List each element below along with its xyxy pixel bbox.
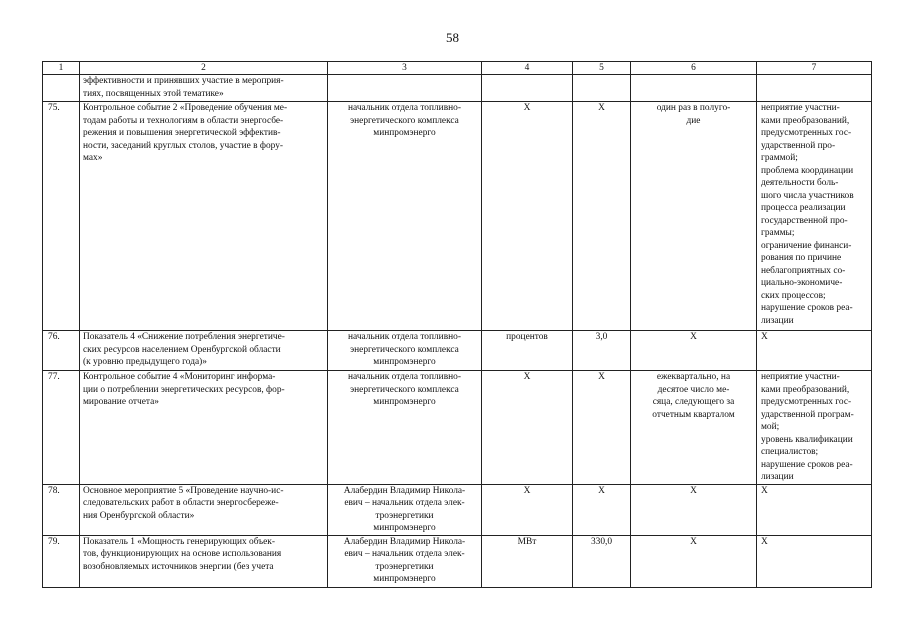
column-number: 1 — [43, 62, 80, 75]
responsible-person — [328, 75, 482, 102]
value-cell: 3,0 — [573, 331, 631, 371]
responsible-person: Алабердин Владимир Никола- евич – начальник отдела элек- троэнергетики минпромэнерго — [328, 535, 482, 587]
row-number — [43, 75, 80, 102]
responsible-person: Алабердин Владимир Никола- евич – начальник отдела элек- троэнергетики минпромэнерго — [328, 484, 482, 535]
period-cell: ежеквартально, на десятое число ме- сяца, следующего за отчетным кварталом — [631, 371, 757, 485]
period-cell: один раз в полуго- дие — [631, 102, 757, 331]
unit-cell: МВт — [482, 535, 573, 587]
row-number: 78. — [43, 484, 80, 535]
column-number-row — [43, 62, 872, 75]
period-cell: Х — [631, 535, 757, 587]
unit-cell: Х — [482, 371, 573, 485]
unit-cell: процентов — [482, 331, 573, 371]
page-number: 58 — [446, 30, 459, 45]
responsible-person: начальник отдела топливно- энергетического комплекса минпромэнерго — [328, 331, 482, 371]
column-number: 6 — [631, 62, 757, 75]
period-cell — [631, 75, 757, 102]
value-cell: Х — [573, 102, 631, 331]
period-cell: Х — [631, 331, 757, 371]
item-name: Основное мероприятие 5 «Проведение научно-ис- следовательских работ в области энергосбереже- ния Оренбургской области» — [80, 484, 328, 535]
value-cell: Х — [573, 371, 631, 485]
item-name: Контрольное событие 2 «Проведение обучения ме- тодам работы и технологиям в области энергосбе- режения и повышения энергетической эффектив- ности, заседаний круглых столов, участие в фору- мах» — [80, 102, 328, 331]
period-cell: Х — [631, 484, 757, 535]
risks-cell: Х — [757, 331, 872, 371]
column-number: 3 — [328, 62, 482, 75]
table-row — [43, 102, 872, 331]
value-cell: Х — [573, 484, 631, 535]
row-number: 77. — [43, 371, 80, 485]
value-cell — [573, 75, 631, 102]
risks-cell: Х — [757, 535, 872, 587]
column-number: 5 — [573, 62, 631, 75]
table-row — [43, 535, 872, 587]
item-name: эффективности и принявших участие в мероприя- тиях, посвященных этой тематике» — [80, 75, 328, 102]
responsible-person: начальник отдела топливно- энергетического комплекса минпромэнерго — [328, 102, 482, 331]
risks-cell — [757, 75, 872, 102]
item-name: Показатель 4 «Снижение потребления энергетиче- ских ресурсов населением Оренбургской области (к уровню предыдущего года)» — [80, 331, 328, 371]
program-table — [42, 61, 872, 588]
column-number: 2 — [80, 62, 328, 75]
value-cell: 330,0 — [573, 535, 631, 587]
table-row — [43, 75, 872, 102]
table-row — [43, 371, 872, 485]
row-number: 76. — [43, 331, 80, 371]
responsible-person: начальник отдела топливно- энергетического комплекса минпромэнерго — [328, 371, 482, 485]
column-number: 4 — [482, 62, 573, 75]
risks-cell: неприятие участни- ками преобразований, предусмотренных гос- ударственной програм- мой; уровень квалификации специалистов; нарушение сроков реа- лизации — [757, 371, 872, 485]
table-row — [43, 331, 872, 371]
column-number: 7 — [757, 62, 872, 75]
item-name: Показатель 1 «Мощность генерирующих объек- тов, функционирующих на основе использования возобновляемых источников энергии (без учета — [80, 535, 328, 587]
item-name: Контрольное событие 4 «Мониторинг информа- ции о потреблении энергетических ресурсов, фор- мирование отчета» — [80, 371, 328, 485]
row-number: 75. — [43, 102, 80, 331]
row-number: 79. — [43, 535, 80, 587]
unit-cell: Х — [482, 484, 573, 535]
unit-cell: Х — [482, 102, 573, 331]
risks-cell: Х — [757, 484, 872, 535]
table-row — [43, 484, 872, 535]
unit-cell — [482, 75, 573, 102]
risks-cell: неприятие участни- ками преобразований, предусмотренных гос- ударственной про- граммой; проблема координации деятельности боль- шого числа участников процесса реализации государственной про- граммы; ограничение финанси- рования по причине неблагоприятных со- циально-экономиче- ских процессов; нарушение сроков реа- лизации — [757, 102, 872, 331]
